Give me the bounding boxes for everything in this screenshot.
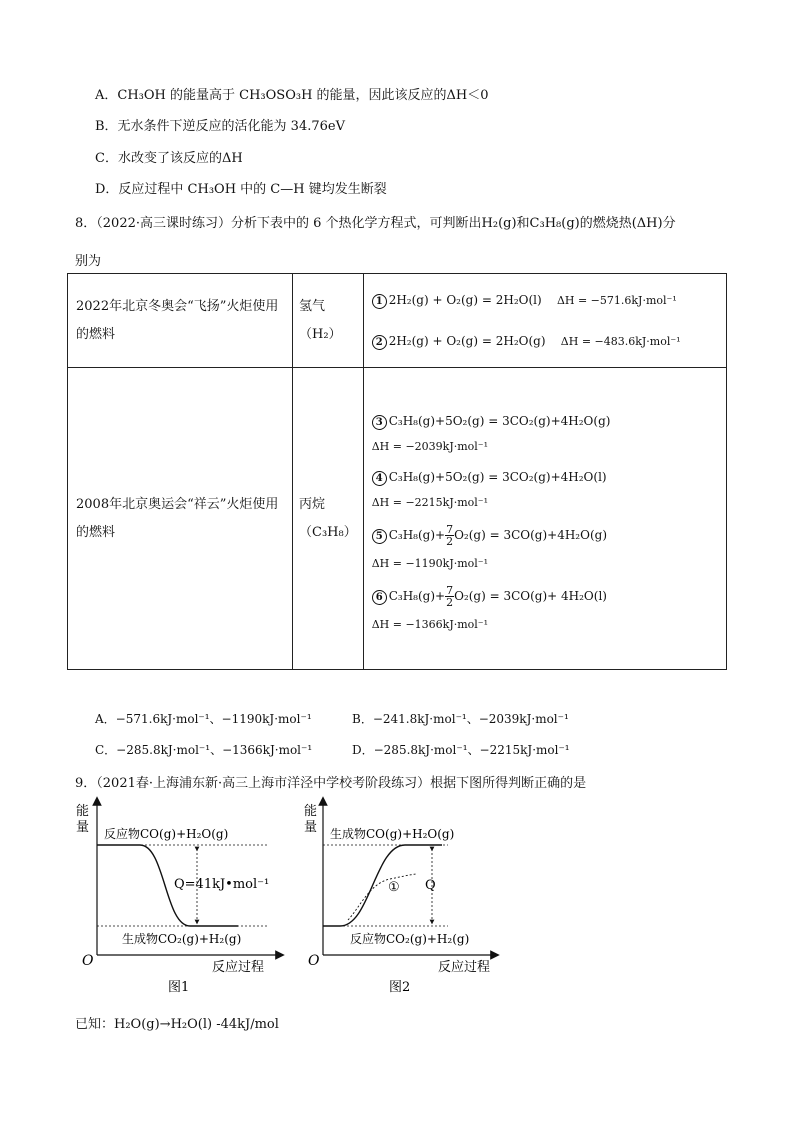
circled-number: 6 — [372, 590, 387, 605]
fraction-denominator: 2 — [446, 534, 454, 548]
fraction-denominator: 2 — [446, 595, 454, 609]
q8-choice-d: D．−285.8kJ·mol⁻¹、−2215kJ·mol⁻¹ — [352, 743, 570, 757]
circled-number: 2 — [372, 335, 387, 350]
q9-stem: 9．（2021春·上海浦东新·高三上海市洋泾中学校考阶段练习）根据下图所得判断正确的是 — [75, 776, 587, 791]
fig2-xlabel: 反应过程 — [438, 960, 491, 975]
fig1-reactant-label: 反应物CO(g)+H₂O(g) — [104, 827, 229, 841]
fig2-reactant-label: 反应物CO₂(g)+H₂(g) — [350, 932, 470, 946]
equation-1 — [372, 291, 718, 310]
equation-4 — [372, 468, 718, 486]
circled-number: 3 — [372, 415, 387, 430]
fig2-ylabel-bottom: 量 — [304, 820, 318, 835]
fig1-q-label: Q=41kJ•mol⁻¹ — [174, 877, 270, 892]
q8-choice-c: C．−285.8kJ·mol⁻¹、−1366kJ·mol⁻¹ — [95, 743, 313, 757]
q7-option-b: B．无水条件下逆反应的活化能为 34.76eV — [95, 119, 345, 134]
hydrogen-desc-cell: 2022年北京冬奥会“飞扬”火炬使用的燃料 — [68, 274, 293, 368]
fig2-product-label: 生成物CO(g)+H₂O(g) — [330, 827, 455, 841]
equation-text-right: O₂(g) = 3CO(g)+4H₂O(g) — [454, 527, 608, 542]
table-row-propane — [68, 368, 727, 670]
fraction-numerator: 7 — [446, 522, 454, 536]
fraction — [445, 585, 454, 608]
q8-choice-b: B．−241.8kJ·mol⁻¹、−2039kJ·mol⁻¹ — [352, 712, 569, 726]
fig2-curve-mark: ① — [388, 880, 400, 895]
delta-h-value: ΔH = −2039kJ·mol⁻¹ — [371, 439, 489, 453]
q7-option-c: C．水改变了该反应的ΔH — [95, 151, 243, 166]
q7-option-a: A．CH₃OH 的能量高于 CH₃OSO₃H 的能量，因此该反应的ΔH＜0 — [95, 88, 489, 103]
equation-text: C₃H₈(g)+5O₂(g) = 3CO₂(g)+4H₂O(l) — [388, 469, 607, 484]
fig1-ylabel-bottom: 量 — [76, 820, 90, 835]
equation-5 — [372, 524, 718, 547]
equation-text: 2H₂(g) + O₂(g) = 2H₂O(g) — [388, 333, 546, 348]
equation-text-left: C₃H₈(g)+ — [388, 527, 446, 542]
q8-stem-line2: 别为 — [75, 254, 102, 269]
q7-option-d: D．反应过程中 CH₃OH 中的 C—H 键均发生断裂 — [95, 182, 387, 197]
delta-h-value: ΔH = −1190kJ·mol⁻¹ — [371, 556, 489, 570]
figure-2 — [304, 801, 495, 995]
q8-choice-a: A．−571.6kJ·mol⁻¹、−1190kJ·mol⁻¹ — [95, 712, 312, 726]
fig2-origin: O — [308, 953, 320, 969]
figure-1 — [76, 801, 280, 995]
delta-h-value: ΔH = −483.6kJ·mol⁻¹ — [560, 334, 681, 348]
fig2-caption: 图2 — [389, 980, 411, 995]
table-row-hydrogen — [68, 274, 727, 368]
fig1-ylabel-top: 能 — [76, 804, 90, 819]
circled-number: 4 — [372, 471, 387, 486]
equation-text-right: O₂(g) = 3CO(g)+ 4H₂O(l) — [454, 588, 607, 603]
propane-desc-cell: 2008年北京奥运会“祥云”火炬使用的燃料 — [68, 368, 293, 670]
delta-h-value: ΔH = −2215kJ·mol⁻¹ — [371, 495, 489, 509]
delta-h-value: ΔH = −1366kJ·mol⁻¹ — [371, 617, 489, 631]
delta-h-value: ΔH = −571.6kJ·mol⁻¹ — [556, 293, 677, 307]
circled-number: 5 — [372, 529, 387, 544]
propane-equations-cell — [363, 368, 726, 670]
equation-text: 2H₂(g) + O₂(g) = 2H₂O(l) — [388, 292, 542, 307]
q9-figures — [70, 795, 510, 1005]
propane-fuel-cell: 丙烷（C₃H₈） — [293, 368, 364, 670]
fig1-origin: O — [82, 953, 94, 969]
hydrogen-equations-cell — [363, 274, 726, 368]
fraction — [445, 524, 454, 547]
fig1-caption: 图1 — [168, 980, 190, 995]
hydrogen-fuel-cell: 氢气（H₂） — [293, 274, 364, 368]
equation-6 — [372, 585, 718, 608]
equation-text: C₃H₈(g)+5O₂(g) = 3CO₂(g)+4H₂O(g) — [388, 413, 611, 428]
fraction-numerator: 7 — [446, 583, 454, 597]
q8-equation-table — [67, 273, 727, 670]
equation-3 — [372, 412, 718, 430]
equation-text-left: C₃H₈(g)+ — [388, 588, 446, 603]
fig2-ylabel-top: 能 — [304, 804, 318, 819]
fig1-product-label: 生成物CO₂(g)+H₂(g) — [122, 932, 242, 946]
equation-2 — [372, 332, 718, 351]
q8-stem-line1: 8．（2022·高三课时练习）分析下表中的 6 个热化学方程式，可判断出H₂(g)和C₃H₈(g)的燃烧热(ΔH)分 — [75, 216, 676, 231]
fig1-xlabel: 反应过程 — [212, 960, 265, 975]
circled-number: 1 — [372, 294, 387, 309]
q9-known: 已知：H₂O(g)→H₂O(l) -44kJ/mol — [75, 1017, 279, 1032]
fig2-q-label: Q — [425, 878, 436, 893]
